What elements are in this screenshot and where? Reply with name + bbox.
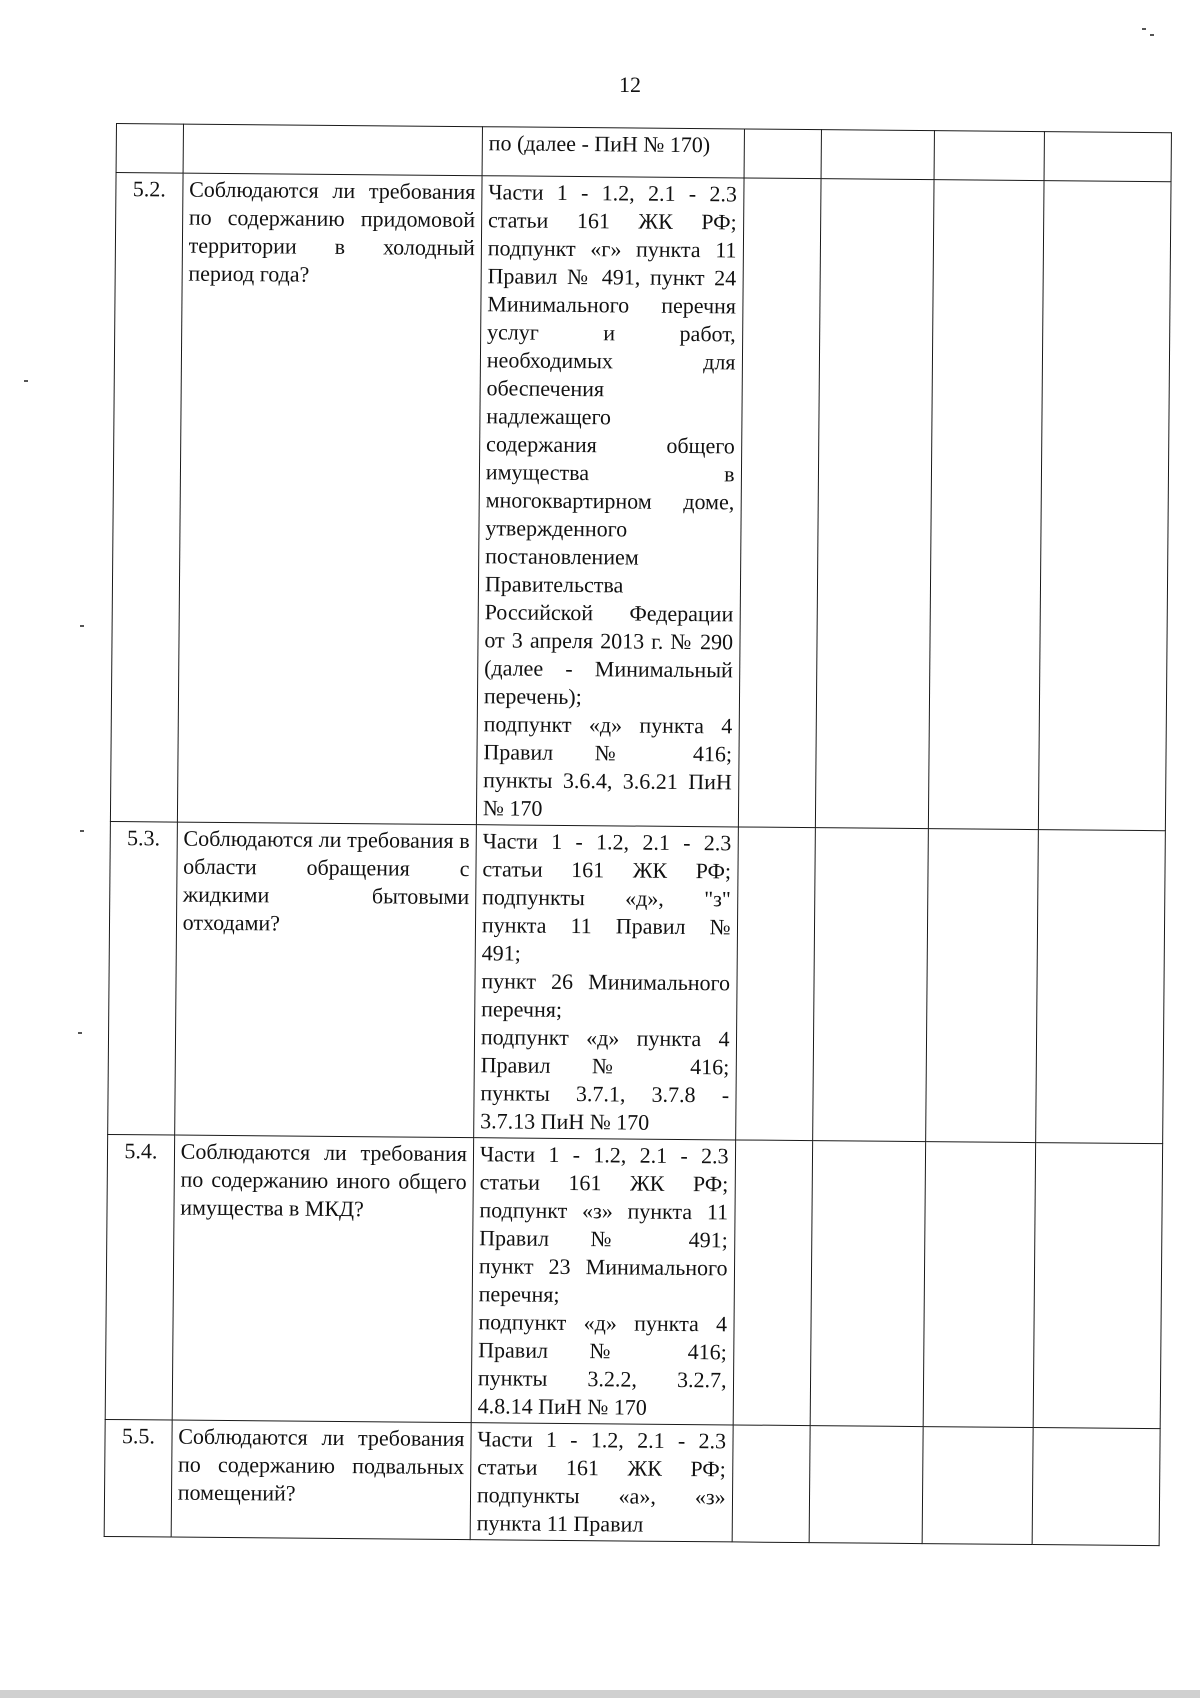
scan-speck bbox=[80, 830, 84, 832]
question-text bbox=[183, 124, 483, 176]
table-row bbox=[110, 173, 1171, 831]
empty-cell bbox=[812, 828, 928, 1142]
legal-basis-line: подпункт «д» пункта 4 bbox=[480, 1024, 730, 1052]
legal-basis-line: перечень); bbox=[483, 683, 582, 710]
empty-cell bbox=[815, 179, 934, 829]
table-row bbox=[104, 1419, 1160, 1545]
table-row bbox=[108, 821, 1166, 1143]
legal-basis-line: подпункт «д» пункта 4 bbox=[478, 1309, 728, 1337]
empty-cell bbox=[809, 1426, 924, 1544]
legal-basis-line: по (далее - ПиН № 170) bbox=[488, 130, 711, 158]
scan-edge bbox=[0, 1690, 1200, 1698]
legal-basis-line: 491; bbox=[481, 940, 521, 966]
empty-cell bbox=[929, 180, 1044, 830]
legal-basis-line: Правил № 416; bbox=[478, 1337, 727, 1365]
legal-basis bbox=[471, 1138, 735, 1425]
legal-basis-line: необходимых для bbox=[486, 347, 736, 375]
legal-basis-line: содержания общего bbox=[486, 431, 735, 459]
legal-basis-line: статьи 161 ЖК РФ; bbox=[479, 1169, 729, 1197]
legal-basis-line: подпункты «а», «з» bbox=[476, 1482, 726, 1510]
legal-basis-line: пункта 11 Правил bbox=[476, 1510, 644, 1537]
scan-speck bbox=[24, 380, 28, 382]
legal-basis-line: статьи 161 ЖК РФ; bbox=[477, 1454, 726, 1482]
legal-basis-line: от 3 апреля 2013 г. № 290 bbox=[484, 627, 734, 655]
page-number: 12 bbox=[619, 72, 641, 97]
empty-cell bbox=[922, 1427, 1032, 1545]
legal-basis-line: Правил № 416; bbox=[483, 739, 733, 767]
question-text: Соблюдаются ли требования по содержанию придомовой территории в холодный период года? bbox=[177, 173, 482, 825]
legal-basis-line: 4.8.14 ПиН № 170 bbox=[477, 1393, 647, 1420]
empty-cell bbox=[934, 131, 1044, 181]
empty-cell bbox=[810, 1141, 926, 1427]
legal-basis bbox=[474, 825, 738, 1140]
legal-basis-line: пункт 23 Минимального bbox=[478, 1253, 728, 1281]
checklist-table bbox=[104, 123, 1172, 1546]
legal-basis-line: 3.7.13 ПиН № 170 bbox=[480, 1108, 650, 1135]
legal-basis-line: пункта 11 Правил № bbox=[481, 912, 731, 940]
item-number: 5.4. bbox=[105, 1134, 174, 1420]
legal-basis-line: Части 1 - 1.2, 2.1 - 2.3 bbox=[479, 1141, 729, 1169]
empty-cell bbox=[926, 829, 1038, 1143]
legal-basis-line: надлежащего bbox=[486, 403, 612, 430]
legal-basis-line: перечня; bbox=[478, 1281, 560, 1307]
empty-cell bbox=[1035, 830, 1165, 1144]
question-text: Соблюдаются ли требования в области обращения с жидкими бытовыми отходами? bbox=[174, 822, 476, 1138]
legal-basis-line: Правил № 416; bbox=[480, 1052, 730, 1080]
legal-basis-line: № 170 bbox=[482, 795, 543, 821]
empty-cell bbox=[1044, 132, 1172, 182]
legal-basis-line: подпункт «д» пункта 4 bbox=[483, 711, 733, 739]
legal-basis-line: услуг и работ, bbox=[486, 319, 736, 347]
empty-cell bbox=[733, 1140, 813, 1426]
item-number bbox=[116, 124, 183, 174]
scan-speck bbox=[1142, 28, 1146, 30]
legal-basis-line: Части 1 - 1.2, 2.1 - 2.3 bbox=[482, 828, 732, 856]
table-row bbox=[105, 1134, 1162, 1428]
question-text: Соблюдаются ли требования по содержанию иного общего имущества в МКД? bbox=[172, 1135, 474, 1423]
empty-cell bbox=[1038, 181, 1171, 831]
legal-basis-line: пункт 26 Минимального bbox=[481, 968, 731, 996]
legal-basis-line: подпункт «г» пункта 11 bbox=[487, 235, 737, 263]
empty-cell bbox=[738, 178, 821, 828]
legal-basis-line: постановлением bbox=[485, 543, 639, 570]
legal-basis-line: Минимального перечня bbox=[487, 291, 737, 319]
legal-basis-line: пункты 3.2.2, 3.2.7, bbox=[477, 1365, 727, 1393]
legal-basis bbox=[482, 127, 744, 178]
legal-basis-line: многоквартирном доме, bbox=[485, 487, 735, 515]
item-number: 5.3. bbox=[108, 821, 177, 1135]
legal-basis-line: обеспечения bbox=[486, 375, 605, 402]
legal-basis-line: Правил № 491, пункт 24 bbox=[487, 263, 737, 291]
legal-basis bbox=[470, 1423, 733, 1542]
scan-speck bbox=[80, 625, 84, 627]
legal-basis-line: Части 1 - 1.2, 2.1 - 2.3 bbox=[488, 179, 738, 207]
legal-basis bbox=[476, 176, 743, 827]
empty-cell bbox=[923, 1142, 1035, 1428]
empty-cell bbox=[735, 827, 815, 1141]
empty-cell bbox=[732, 1425, 810, 1543]
legal-basis-line: Правил № 491; bbox=[479, 1225, 728, 1253]
legal-basis-line: перечня; bbox=[481, 996, 563, 1022]
scan-speck bbox=[78, 1032, 82, 1034]
item-number: 5.5. bbox=[104, 1419, 172, 1537]
empty-cell bbox=[821, 130, 935, 180]
legal-basis-line: пункты 3.6.4, 3.6.21 ПиН bbox=[483, 767, 732, 795]
scan-speck bbox=[1150, 34, 1154, 36]
legal-basis-line: Правительства bbox=[484, 571, 624, 598]
legal-basis-line: (далее - Минимальный bbox=[484, 655, 733, 683]
legal-basis-line: подпункты «д», "з" bbox=[482, 884, 731, 912]
legal-basis-line: Части 1 - 1.2, 2.1 - 2.3 bbox=[477, 1426, 727, 1454]
legal-basis-line: пункты 3.7.1, 3.7.8 - bbox=[480, 1080, 730, 1108]
legal-basis-line: имущества в bbox=[485, 459, 735, 487]
empty-cell bbox=[1032, 1428, 1160, 1546]
legal-basis-line: статьи 161 ЖК РФ; bbox=[487, 207, 737, 235]
legal-basis-line: Российской Федерации bbox=[484, 599, 734, 627]
legal-basis-line: подпункт «з» пункта 11 bbox=[479, 1197, 729, 1225]
legal-basis-line: статьи 161 ЖК РФ; bbox=[482, 856, 732, 884]
legal-basis-line: утвержденного bbox=[485, 515, 628, 542]
question-text: Соблюдаются ли требования по содержанию подвальных помещений? bbox=[171, 1420, 471, 1540]
empty-cell bbox=[1033, 1143, 1163, 1429]
item-number: 5.2. bbox=[110, 173, 182, 823]
empty-cell bbox=[744, 129, 822, 179]
